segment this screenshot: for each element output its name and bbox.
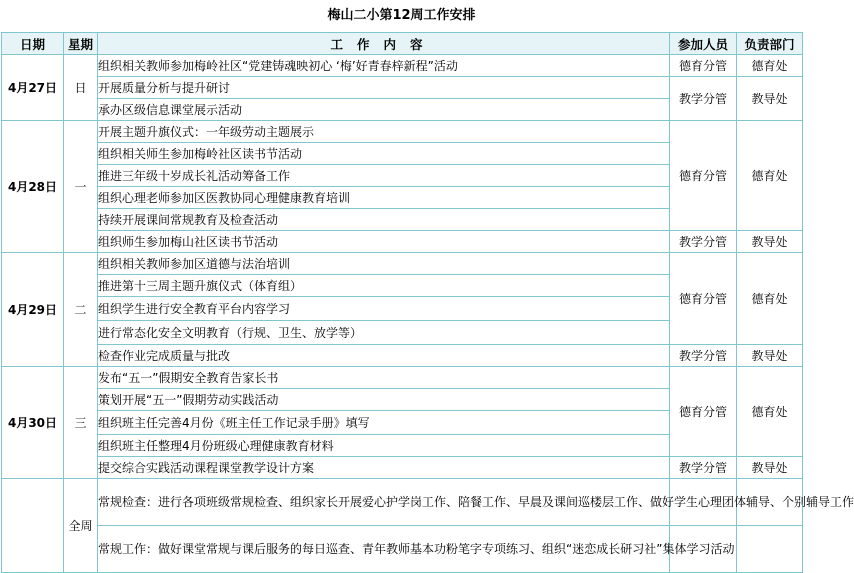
table-row bbox=[2, 121, 803, 143]
table-row bbox=[2, 253, 803, 275]
date-cell: 4月29日 bbox=[2, 253, 64, 367]
task-cell: 检查作业完成质量与批改 bbox=[98, 345, 670, 367]
note-cell: 常规工作：做好课堂常规与课后服务的每日巡查、青年教师基本功粉笔字专项练习、组织“迷恋成长研习社”集体学习活动 bbox=[98, 526, 670, 573]
participants-cell: 教学分管 bbox=[670, 457, 737, 479]
date-cell: 4月28日 bbox=[2, 121, 64, 253]
department-cell: 教导处 bbox=[737, 457, 803, 479]
department-cell: 德育处 bbox=[737, 55, 803, 77]
task-cell: 推进三年级十岁成长礼活动筹备工作 bbox=[98, 165, 670, 187]
task-cell: 组织相关教师参加区道德与法治培训 bbox=[98, 253, 670, 275]
page-title: 梅山二小第12周工作安排 bbox=[327, 8, 476, 23]
task-cell: 组织学生进行安全教育平台内容学习 bbox=[98, 297, 670, 321]
weekday-cell: 全周 bbox=[64, 479, 98, 573]
participants-cell: 教学分管 bbox=[670, 231, 737, 253]
header-content: 工作内容 bbox=[98, 33, 670, 55]
weekday-cell: 日 bbox=[64, 55, 98, 121]
weekday-cell: 三 bbox=[64, 367, 98, 479]
department-cell: 德育处 bbox=[737, 253, 803, 345]
task-cell: 推进第十三周主题升旗仪式（体育组） bbox=[98, 275, 670, 297]
task-cell: 开展质量分析与提升研讨 bbox=[98, 77, 670, 99]
participants-cell: 教学分管 bbox=[670, 77, 737, 121]
table-row bbox=[2, 479, 803, 526]
task-cell: 持续开展课间常规教育及检查活动 bbox=[98, 209, 670, 231]
date-cell-empty bbox=[2, 479, 64, 573]
department-cell-empty bbox=[737, 526, 803, 573]
task-cell: 组织师生参加梅山社区读书节活动 bbox=[98, 231, 670, 253]
weekday-cell: 二 bbox=[64, 253, 98, 367]
department-cell: 教导处 bbox=[737, 231, 803, 253]
task-cell: 进行常态化安全文明教育（行规、卫生、放学等） bbox=[98, 321, 670, 345]
table-row bbox=[2, 345, 803, 367]
note-cell: 常规检查：进行各项班级常规检查、组织家长开展爱心护学岗工作、陪餐工作、早晨及课间巡楼层工作、做好学生心理团体辅导、个别辅导工作 bbox=[98, 479, 670, 526]
weekday-cell: 一 bbox=[64, 121, 98, 253]
task-cell: 组织班主任整理4月份班级心理健康教育材料 bbox=[98, 435, 670, 457]
schedule-table bbox=[1, 32, 854, 573]
task-cell: 组织心理老师参加区医教协同心理健康教育培训 bbox=[98, 187, 670, 209]
task-cell: 承办区级信息课堂展示活动 bbox=[98, 99, 670, 121]
header-department: 负责部门 bbox=[737, 33, 803, 55]
task-cell: 策划开展“五一”假期劳动实践活动 bbox=[98, 389, 670, 411]
task-cell: 提交综合实践活动课程课堂教学设计方案 bbox=[98, 457, 670, 479]
department-cell: 教导处 bbox=[737, 345, 803, 367]
header-row bbox=[2, 33, 803, 55]
table-row bbox=[2, 367, 803, 389]
participants-cell: 德育分管 bbox=[670, 367, 737, 457]
task-cell: 发布“五一”假期安全教育告家长书 bbox=[98, 367, 670, 389]
table-row bbox=[2, 231, 803, 253]
participants-cell: 德育分管 bbox=[670, 121, 737, 231]
task-cell: 组织相关师生参加梅岭社区读书节活动 bbox=[98, 143, 670, 165]
task-cell: 组织相关教师参加梅岭社区“党建铸魂映初心 ‘梅’好青春梓新程”活动 bbox=[98, 55, 670, 77]
table-row bbox=[2, 457, 803, 479]
department-cell: 教导处 bbox=[737, 77, 803, 121]
table-row bbox=[2, 55, 803, 77]
task-cell: 组织班主任完善4月份《班主任工作记录手册》填写 bbox=[98, 411, 670, 435]
participants-cell: 德育分管 bbox=[670, 253, 737, 345]
department-cell: 德育处 bbox=[737, 367, 803, 457]
header-weekday: 星期 bbox=[64, 33, 98, 55]
date-cell: 4月30日 bbox=[2, 367, 64, 479]
task-cell: 开展主题升旗仪式：一年级劳动主题展示 bbox=[98, 121, 670, 143]
table-row bbox=[2, 77, 803, 99]
participants-cell: 教学分管 bbox=[670, 345, 737, 367]
participants-cell: 德育分管 bbox=[670, 55, 737, 77]
date-cell: 4月27日 bbox=[2, 55, 64, 121]
header-date: 日期 bbox=[2, 33, 64, 55]
header-participants: 参加人员 bbox=[670, 33, 737, 55]
department-cell: 德育处 bbox=[737, 121, 803, 231]
table-row bbox=[2, 526, 803, 573]
